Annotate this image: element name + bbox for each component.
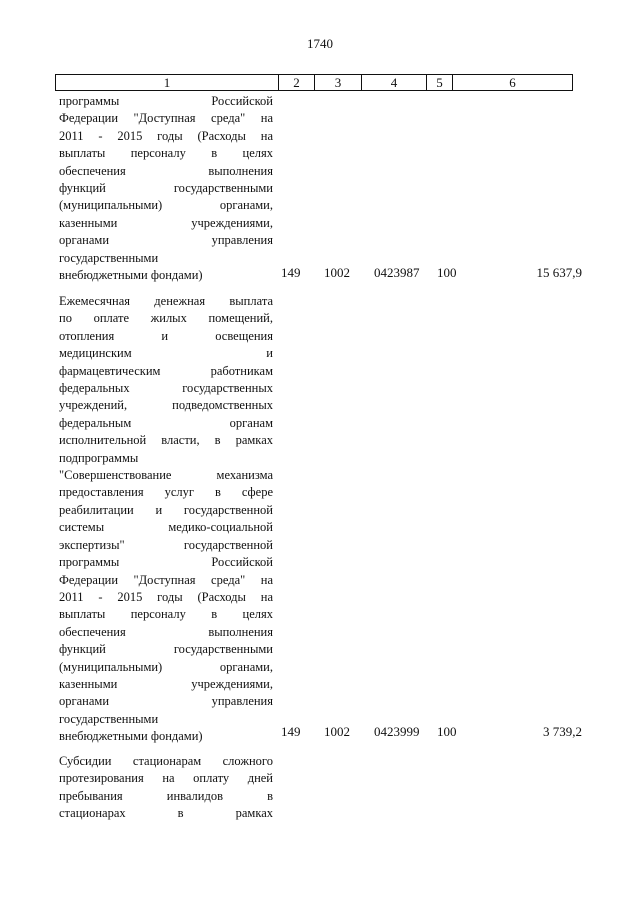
description-line: программы Российской	[59, 94, 273, 108]
description-line: системы медико-социальной	[59, 520, 273, 535]
description-line: казенными учреждениями,	[59, 676, 273, 691]
row-value-col4: 0423999	[374, 724, 420, 739]
row-value-col5: 100	[437, 724, 457, 739]
row-value-col3: 1002	[324, 265, 350, 280]
description-line: Ежемесячная денежная выплата	[59, 294, 273, 308]
description-line: (муниципальными) органами,	[59, 659, 273, 674]
description-line: учреждений, подведомственных	[59, 398, 273, 413]
description-line: органами управления	[59, 233, 273, 248]
description-line: стационарах в рамках	[59, 806, 273, 821]
table-row-description	[59, 753, 273, 823]
description-line: медицинским и	[59, 346, 273, 361]
description-line: фармацевтическим работникам	[59, 363, 273, 378]
description-line: отопления и освещения	[59, 328, 273, 343]
description-line: Федерации "Доступная среда" на	[59, 111, 273, 126]
description-line: подпрограммы	[59, 450, 139, 465]
table-row-description	[59, 93, 273, 284]
description-line: федеральным органам	[59, 415, 273, 430]
description-line: федеральных государственных	[59, 381, 273, 396]
description-line: протезирования на оплату дней	[59, 771, 273, 786]
description-line: предоставления услуг в сфере	[59, 485, 273, 500]
description-line: обеспечения выполнения	[59, 624, 273, 639]
table-header-row	[55, 74, 573, 91]
description-line: внебюджетными фондами)	[59, 268, 203, 283]
description-line: 2011 - 2015 годы (Расходы на	[59, 128, 273, 143]
description-line: выплаты персоналу в целях	[59, 146, 273, 161]
description-line: государственными	[59, 250, 159, 265]
description-line: функций государственными	[59, 642, 273, 657]
description-line: обеспечения выполнения	[59, 163, 273, 178]
row-value-col2: 149	[281, 724, 301, 739]
description-line: выплаты персоналу в целях	[59, 607, 273, 622]
table-header-cell-4: 4	[361, 75, 426, 90]
description-line: программы Российской	[59, 555, 273, 570]
description-line: государственными	[59, 711, 159, 726]
description-line: экспертизы" государственной	[59, 537, 273, 552]
description-line: "Совершенствование механизма	[59, 468, 273, 483]
table-header-cell-6: 6	[452, 75, 572, 90]
table-row-description	[59, 293, 273, 746]
description-line: реабилитации и государственной	[59, 502, 273, 517]
description-line: Субсидии стационарам сложного	[59, 754, 273, 768]
description-line: внебюджетными фондами)	[59, 729, 203, 744]
table-header-cell-2: 2	[278, 75, 314, 90]
row-value-col4: 0423987	[374, 265, 420, 280]
row-value-col6: 3 739,2	[543, 724, 582, 739]
row-value-col6: 15 637,9	[536, 265, 582, 280]
table-header-cell-3: 3	[314, 75, 361, 90]
table-header-cell-5: 5	[426, 75, 452, 90]
description-line: Федерации "Доступная среда" на	[59, 572, 273, 587]
description-line: функций государственными	[59, 181, 273, 196]
description-line: 2011 - 2015 годы (Расходы на	[59, 589, 273, 604]
description-line: исполнительной власти, в рамках	[59, 433, 273, 448]
row-value-col3: 1002	[324, 724, 350, 739]
description-line: органами управления	[59, 694, 273, 709]
description-line: казенными учреждениями,	[59, 215, 273, 230]
table-header-cell-1: 1	[163, 75, 171, 90]
description-line: (муниципальными) органами,	[59, 198, 273, 213]
description-line: по оплате жилых помещений,	[59, 311, 273, 326]
row-value-col5: 100	[437, 265, 457, 280]
description-line: пребывания инвалидов в	[59, 788, 273, 803]
page-number: 1740	[307, 36, 333, 51]
row-value-col2: 149	[281, 265, 301, 280]
